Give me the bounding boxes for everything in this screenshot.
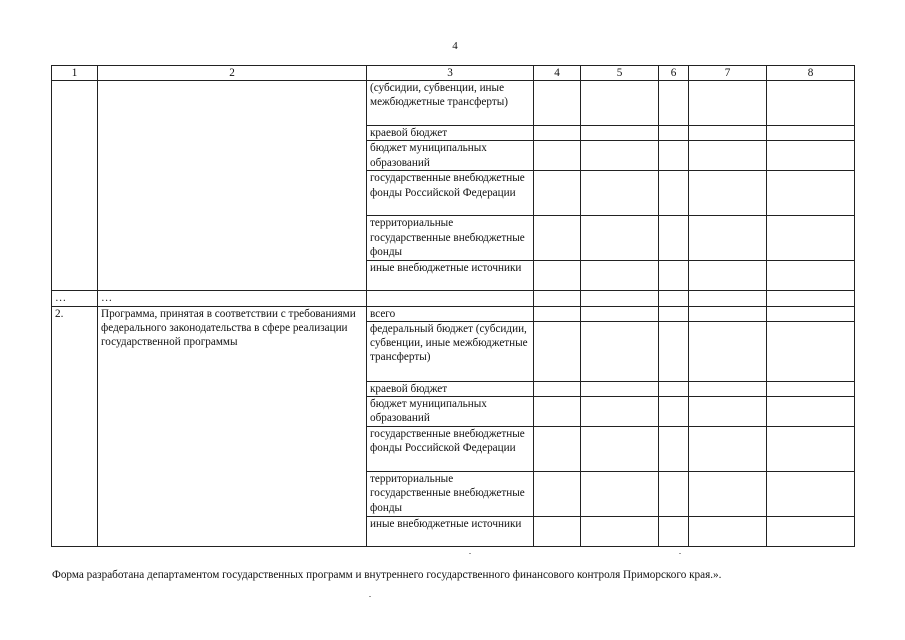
- value-cell: [659, 171, 689, 216]
- value-cell: [659, 81, 689, 126]
- value-cell: [659, 141, 689, 171]
- value-cell: [689, 171, 767, 216]
- value-cell: [767, 81, 855, 126]
- value-cell: [534, 381, 581, 396]
- value-cell: [689, 81, 767, 126]
- value-cell: [581, 472, 659, 517]
- column-header: 2: [98, 66, 367, 81]
- value-cell: [534, 517, 581, 547]
- value-cell: [689, 517, 767, 547]
- value-cell: [581, 397, 659, 427]
- row-number-cell: 2.: [52, 306, 98, 547]
- funding-source-cell: федеральный бюджет (субсидии, субвенции, иные межбюджетные трансферты): [367, 321, 534, 381]
- value-cell: [767, 472, 855, 517]
- value-cell: [767, 126, 855, 141]
- program-name-cell: Программа, принятая в соответствии с требованиями федерального законодательства в сфере реализации государственной программы: [98, 306, 367, 547]
- value-cell: [659, 291, 689, 306]
- value-cell: [689, 216, 767, 261]
- funding-source-cell: государственные внебюджетные фонды Российской Федерации: [367, 171, 534, 216]
- value-cell: [659, 517, 689, 547]
- column-header: 8: [767, 66, 855, 81]
- value-cell: [659, 216, 689, 261]
- value-cell: [581, 381, 659, 396]
- funding-source-cell: территориальные государственные внебюджетные фонды: [367, 216, 534, 261]
- value-cell: [581, 427, 659, 472]
- funding-source-cell: краевой бюджет: [367, 381, 534, 396]
- value-cell: [659, 472, 689, 517]
- value-cell: [534, 81, 581, 126]
- value-cell: [689, 291, 767, 306]
- value-cell: [659, 381, 689, 396]
- value-cell: [659, 397, 689, 427]
- table-row: [52, 81, 855, 126]
- funding-source-cell: всего: [367, 306, 534, 321]
- value-cell: [767, 171, 855, 216]
- column-header: 3: [367, 66, 534, 81]
- column-header: 1: [52, 66, 98, 81]
- value-cell: [581, 81, 659, 126]
- funding-source-cell: иные внебюджетные источники: [367, 261, 534, 291]
- value-cell: [689, 141, 767, 171]
- value-cell: [689, 306, 767, 321]
- column-header: 5: [581, 66, 659, 81]
- funding-source-cell: государственные внебюджетные фонды Российской Федерации: [367, 427, 534, 472]
- value-cell: [689, 381, 767, 396]
- value-cell: [659, 427, 689, 472]
- value-cell: [689, 427, 767, 472]
- value-cell: [581, 306, 659, 321]
- value-cell: [767, 427, 855, 472]
- value-cell: [689, 397, 767, 427]
- funding-source-cell: [367, 291, 534, 306]
- budget-form-table: [51, 65, 855, 547]
- value-cell: [534, 141, 581, 171]
- value-cell: [767, 397, 855, 427]
- value-cell: [689, 261, 767, 291]
- value-cell: [659, 126, 689, 141]
- value-cell: [534, 171, 581, 216]
- value-cell: [581, 261, 659, 291]
- value-cell: [534, 427, 581, 472]
- row-number-cell: [52, 81, 98, 291]
- scan-speck: [469, 553, 471, 554]
- funding-source-cell: территориальные государственные внебюджетные фонды: [367, 472, 534, 517]
- scan-speck: [369, 596, 371, 597]
- value-cell: [534, 291, 581, 306]
- footer-note: Форма разработана департаментом государственных программ и внутреннего государственного финансового контроля Приморского края.».: [52, 569, 722, 581]
- value-cell: [767, 291, 855, 306]
- value-cell: [767, 141, 855, 171]
- value-cell: [581, 126, 659, 141]
- row-name-cell: …: [98, 291, 367, 306]
- value-cell: [689, 321, 767, 381]
- column-header: 7: [689, 66, 767, 81]
- column-header: 6: [659, 66, 689, 81]
- ellipsis-row: [52, 291, 855, 306]
- row-number-cell: …: [52, 291, 98, 306]
- value-cell: [689, 126, 767, 141]
- column-header: 4: [534, 66, 581, 81]
- value-cell: [581, 517, 659, 547]
- value-cell: [534, 397, 581, 427]
- value-cell: [767, 381, 855, 396]
- row-name-cell: [98, 81, 367, 291]
- funding-source-cell: иные внебюджетные источники: [367, 517, 534, 547]
- value-cell: [659, 306, 689, 321]
- value-cell: [689, 472, 767, 517]
- value-cell: [581, 321, 659, 381]
- value-cell: [581, 216, 659, 261]
- value-cell: [581, 171, 659, 216]
- value-cell: [534, 261, 581, 291]
- column-number-header-row: [52, 66, 855, 81]
- value-cell: [534, 321, 581, 381]
- value-cell: [581, 291, 659, 306]
- value-cell: [767, 517, 855, 547]
- value-cell: [659, 321, 689, 381]
- table-row: [52, 306, 855, 321]
- funding-source-cell: бюджет муниципальных образований: [367, 141, 534, 171]
- funding-source-cell: (субсидии, субвенции, иные межбюджетные трансферты): [367, 81, 534, 126]
- value-cell: [767, 321, 855, 381]
- funding-source-cell: бюджет муниципальных образований: [367, 397, 534, 427]
- value-cell: [767, 306, 855, 321]
- value-cell: [767, 216, 855, 261]
- value-cell: [534, 216, 581, 261]
- scan-speck: [679, 553, 681, 554]
- value-cell: [767, 261, 855, 291]
- value-cell: [534, 306, 581, 321]
- page-number: 4: [452, 40, 458, 52]
- value-cell: [581, 141, 659, 171]
- value-cell: [534, 472, 581, 517]
- funding-source-cell: краевой бюджет: [367, 126, 534, 141]
- value-cell: [659, 261, 689, 291]
- value-cell: [534, 126, 581, 141]
